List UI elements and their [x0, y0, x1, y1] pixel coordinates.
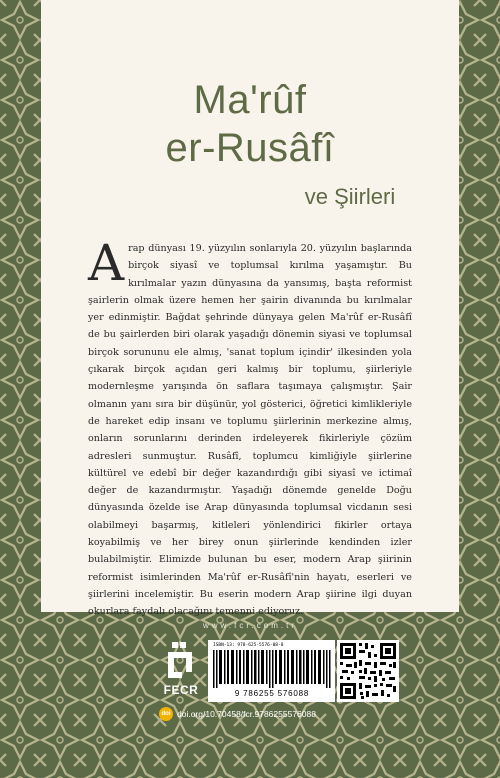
publisher-logo-text: FECR [163, 683, 199, 697]
isbn-label: ISBN-13: 978-625-5576-08-8 [213, 643, 284, 648]
publisher-website[interactable]: www.fcr.com.tr [202, 621, 297, 630]
qr-code-icon [337, 640, 399, 702]
drop-cap: A [88, 234, 125, 292]
doi-badge-icon: doi [159, 707, 173, 721]
book-subtitle: ve Şiirleri [304, 184, 396, 209]
book-title-line1: Ma'rûf [193, 78, 307, 122]
book-title-line2: er-Rusâfî [165, 126, 335, 170]
blurb-paragraph [88, 234, 412, 621]
barcode-icon [213, 650, 331, 688]
barcode-number: 9 786255 576088 [234, 689, 310, 698]
doi-link[interactable]: doi.org/10.70458/fcr.9786255576088 [177, 709, 316, 719]
blurb-text: rap dünyası 19. yüzyılın sonlarıyla 20. yüzyılın başlarında birçok siyasî ve toplumsal kırılma yaşamıştır. Bu kırılmalar yazın dünyasına da yansımış, başta reformist şairlerin olmak üzere hemen her şairin divanında bu kırılmalar yer edinmiştir. Bağdat şehrinde dünyaya gelen Ma'rûf er-Rusâfî de bu şairlerden biri olarak yaşadığı dönemin siyasi ve toplumsal birçok sorununu ele almış, 'sanat toplum içindir' ilkesinden yola çıkarak birçok açıdan geri kalmış bir toplumu, şiirleriyle modernleşme yarışında ön saflara taşımaya çalışmıştır. Şair olmanın yanı sıra bir düşünür, yol gösterici, öğretici kimlikleriyle de hareket edip insanı ve toplumu şiirlerinin merkezine almış, onların sorunlarını derinden irdeleyerek fikirleriyle çözüm adresleri sunmuştur. Rusâfî, toplumcu kimliğiyle şiirlerine kültürel ve edebî bir değer kazandırdığı gibi siyasî ve ictimaî değer de kazandırmıştır. Yaşadığı dönemde genelde Doğu dünyasında özelde ise Arap dünyasında toplumsal vicdanın sesi olabilmeyi başarmış, kitleleri yönlendirici fikirler ortaya koyabilmiş ve her birey onun şiirlerinde kendinden izler bulabilmiştir. Elimizde bulunan bu eser, modern Arap şiirinin reformist isimlerinden Ma'rûf er-Rusâfî'nin hayatı, eserleri ve şiirlerini incelemiştir. Bu eserin modern Arap şiirine ilgi duyan okurlara faydalı olacağını temenni ediyoruz. [88, 243, 412, 618]
